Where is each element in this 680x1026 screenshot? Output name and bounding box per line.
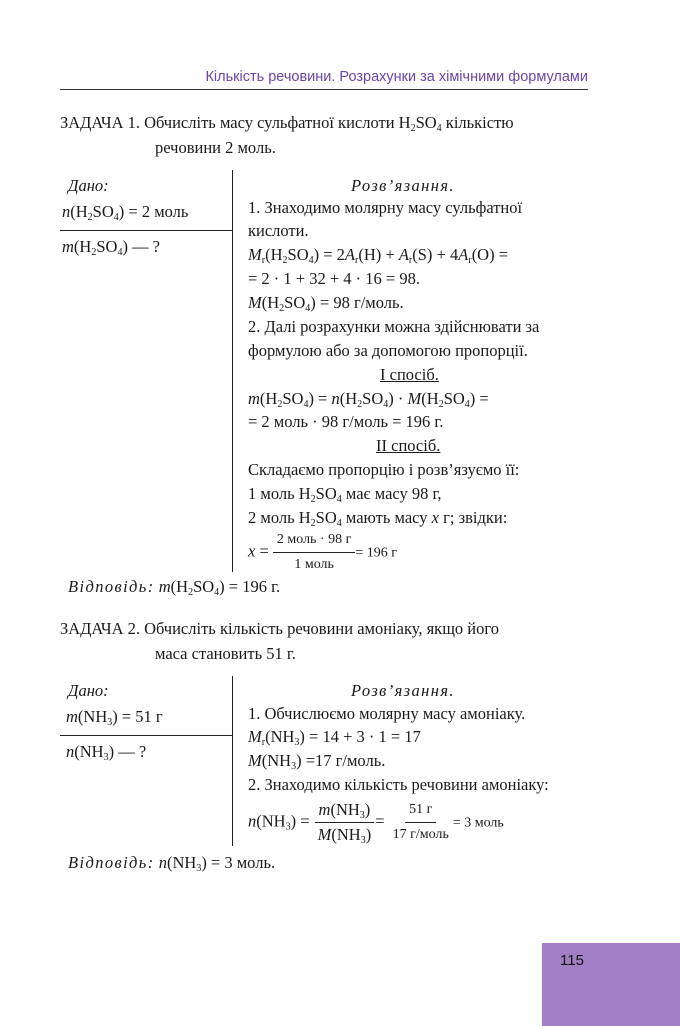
text: n bbox=[154, 853, 167, 872]
sub: 4 bbox=[383, 399, 389, 410]
sub: 4 bbox=[436, 123, 442, 134]
fraction-denominator: 1 моль bbox=[294, 557, 334, 572]
task1-text: Обчисліть масу сульфатної кислоти H bbox=[144, 113, 411, 132]
text: ) = 51 г bbox=[112, 707, 163, 726]
task2-molar-mass bbox=[248, 750, 385, 772]
text: m bbox=[154, 577, 171, 596]
text: n bbox=[66, 742, 75, 761]
task2-find bbox=[66, 741, 146, 763]
task2-label: ЗАДАЧА 2. bbox=[60, 619, 140, 638]
sub: r bbox=[408, 255, 413, 266]
page-number: 115 bbox=[560, 952, 584, 969]
task2-given bbox=[66, 706, 163, 728]
text: M bbox=[407, 389, 422, 408]
text: (H bbox=[261, 293, 280, 312]
text: M bbox=[248, 245, 262, 264]
text: (H bbox=[73, 237, 92, 256]
text: (NH bbox=[74, 742, 104, 761]
text: ) bbox=[364, 800, 371, 819]
task2-divider-vertical bbox=[232, 676, 233, 846]
text: SO bbox=[282, 389, 304, 408]
text: A bbox=[458, 245, 469, 264]
sub: 2 bbox=[310, 494, 316, 505]
task2-fraction-equation bbox=[248, 799, 504, 846]
fraction bbox=[273, 529, 355, 576]
text: г; звідки: bbox=[438, 508, 508, 527]
text: 1 моль H bbox=[248, 484, 311, 503]
text: m bbox=[318, 800, 331, 819]
text: ) = 98 г/моль. bbox=[310, 293, 404, 312]
sub: 2 bbox=[438, 399, 444, 410]
text: (H bbox=[259, 389, 278, 408]
sub: 4 bbox=[308, 255, 314, 266]
sub: 2 bbox=[310, 518, 316, 529]
text: (H bbox=[421, 389, 439, 408]
text: ) = bbox=[290, 811, 310, 831]
text: n bbox=[62, 202, 71, 221]
task2-statement-line1 bbox=[60, 618, 499, 640]
sub: 3 bbox=[360, 835, 366, 846]
sub: 2 bbox=[357, 399, 363, 410]
task1-mr-calc: = 2 · 1 + 32 + 4 · 16 = 98. bbox=[248, 269, 420, 288]
fraction-result: = 196 г bbox=[355, 545, 397, 561]
task1-method2-title: ІІ спосіб. bbox=[376, 436, 441, 455]
text: SO bbox=[415, 113, 437, 132]
sub: 2 bbox=[282, 255, 288, 266]
text: SO bbox=[315, 484, 337, 503]
header-rule bbox=[60, 89, 588, 90]
task1-method1-title: І спосіб. bbox=[380, 365, 439, 384]
sub: 4 bbox=[303, 399, 309, 410]
sub: 3 bbox=[285, 821, 291, 833]
task1-find bbox=[62, 236, 160, 258]
task1-solution-title: Розв’язання. bbox=[351, 176, 455, 195]
text: 2 моль H bbox=[248, 508, 311, 527]
text: x bbox=[248, 541, 256, 561]
text: ) bbox=[365, 825, 372, 844]
text: ) = 14 + 3 · 1 = 17 bbox=[299, 727, 421, 746]
text: (H bbox=[265, 245, 283, 264]
sub: 4 bbox=[336, 518, 342, 529]
sub: 4 bbox=[464, 399, 470, 410]
task1-divider-vertical bbox=[232, 170, 233, 572]
sub: 4 bbox=[113, 212, 119, 223]
text: SO bbox=[284, 293, 306, 312]
text: A bbox=[344, 245, 356, 264]
text: (O) = bbox=[471, 245, 509, 264]
text: мають масу bbox=[341, 508, 432, 527]
text: M bbox=[248, 293, 262, 312]
task1-proportion-intro: Складаємо пропорцію і розв’язуємо її: bbox=[248, 460, 520, 479]
text: (H bbox=[170, 577, 189, 596]
sub: 2 bbox=[277, 399, 283, 410]
fraction-values bbox=[389, 799, 453, 846]
sub: 3 bbox=[103, 752, 109, 763]
sub: 3 bbox=[359, 810, 365, 821]
text: A bbox=[398, 245, 409, 264]
task1-molar-mass bbox=[248, 292, 404, 314]
sub: r bbox=[468, 255, 472, 266]
text: SO bbox=[96, 237, 118, 256]
text: ) = bbox=[308, 389, 332, 408]
sub: 4 bbox=[214, 587, 220, 598]
sub: 2 bbox=[87, 212, 93, 223]
fraction-denominator bbox=[314, 823, 376, 846]
text: ) — ? bbox=[122, 237, 161, 256]
task1-statement-line1 bbox=[60, 112, 514, 134]
task1-divider-horizontal bbox=[60, 230, 232, 231]
task2-step1: 1. Обчислюємо молярну масу амоніаку. bbox=[248, 704, 526, 723]
text: SO bbox=[287, 245, 309, 264]
sub: r bbox=[261, 255, 266, 266]
sub: 3 bbox=[107, 717, 113, 728]
text: ) = 3 моль. bbox=[201, 853, 276, 872]
task2-solution-title: Розв’язання. bbox=[351, 681, 455, 700]
text: SO bbox=[193, 577, 215, 596]
text: M bbox=[248, 727, 262, 746]
text: (NH bbox=[265, 727, 295, 746]
sub: 4 bbox=[117, 247, 123, 258]
text: ) — ? bbox=[108, 742, 147, 761]
text: m bbox=[62, 237, 74, 256]
task1-step1: 1. Знаходимо молярну масу сульфатної bbox=[248, 198, 523, 217]
sub: 3 bbox=[291, 761, 297, 772]
text: ) = 196 г. bbox=[219, 577, 281, 596]
text: SO bbox=[92, 202, 114, 221]
task2-divider-horizontal bbox=[60, 735, 232, 736]
task1-label: ЗАДАЧА 1. bbox=[60, 113, 140, 132]
task1-step2: 2. Далі розрахунки можна здійснювати за bbox=[248, 317, 540, 336]
task2-mr-formula bbox=[248, 726, 421, 748]
text: (NH bbox=[256, 811, 286, 831]
text: ) = 2 моль bbox=[118, 202, 189, 221]
task1-given-title: Дано: bbox=[68, 176, 109, 195]
text: m bbox=[66, 707, 78, 726]
text: (NH bbox=[166, 853, 197, 872]
text: (NH bbox=[261, 751, 292, 770]
text: = bbox=[255, 541, 269, 561]
text: = bbox=[375, 811, 385, 831]
answer-label: Відповідь: bbox=[68, 577, 155, 596]
text: x bbox=[431, 508, 439, 527]
fraction-denominator: 17 г/моль bbox=[392, 827, 449, 842]
task1-method1-formula bbox=[248, 388, 489, 410]
fraction-numerator bbox=[315, 799, 375, 823]
text: (NH bbox=[331, 825, 361, 844]
task2-statement-line2: маса становить 51 г. bbox=[155, 644, 296, 663]
task1-proportion-line1 bbox=[248, 483, 442, 505]
fraction-numerator: 51 г bbox=[405, 799, 436, 823]
text: ) · bbox=[388, 389, 408, 408]
task2-text: Обчисліть кількість речовини амоніаку, якщо його bbox=[144, 619, 499, 638]
sub: 4 bbox=[305, 303, 311, 314]
task1-fraction-equation bbox=[248, 529, 397, 576]
task1-proportion-line2 bbox=[248, 507, 507, 529]
text: має масу 98 г, bbox=[341, 484, 442, 503]
task1-step1b: кислоти. bbox=[248, 221, 309, 240]
running-header: Кількість речовини. Розрахунки за хімічними формулами bbox=[205, 69, 588, 85]
task1-step2b: формулою або за допомогою пропорції. bbox=[248, 341, 528, 360]
text: (H) + bbox=[358, 245, 399, 264]
text: (NH bbox=[330, 800, 360, 819]
sub: 3 bbox=[294, 737, 300, 748]
sub: r bbox=[261, 737, 266, 748]
text: ) =17 г/моль. bbox=[296, 751, 386, 770]
fraction-result: = 3 моль bbox=[452, 815, 504, 831]
task1-method1-calc: = 2 моль · 98 г/моль = 196 г. bbox=[248, 412, 444, 431]
text: M bbox=[248, 751, 262, 770]
task1-mr-formula bbox=[248, 244, 508, 266]
text: M bbox=[317, 825, 332, 844]
fraction-numerator: 2 моль · 98 г bbox=[273, 529, 355, 553]
text: SO bbox=[362, 389, 384, 408]
task2-step2: 2. Знаходимо кількість речовини амоніаку: bbox=[248, 775, 549, 794]
text: (H bbox=[339, 389, 358, 408]
text: ) = bbox=[469, 389, 489, 408]
task1-statement-line2: речовини 2 моль. bbox=[155, 138, 276, 157]
text: n bbox=[248, 811, 257, 831]
sub: 2 bbox=[188, 587, 194, 598]
sub: 2 bbox=[410, 123, 416, 134]
text: SO bbox=[443, 389, 465, 408]
task1-answer bbox=[68, 576, 280, 598]
text: (NH bbox=[77, 707, 108, 726]
text: n bbox=[331, 389, 340, 408]
answer-label: Відповідь: bbox=[68, 853, 155, 872]
fraction-m-over-M bbox=[314, 799, 376, 846]
sub: 2 bbox=[279, 303, 285, 314]
sub: r bbox=[355, 255, 359, 266]
text: (H bbox=[70, 202, 88, 221]
sub: 2 bbox=[91, 247, 97, 258]
text: ) = 2 bbox=[313, 245, 345, 264]
text: кількістю bbox=[441, 113, 514, 132]
text: m bbox=[248, 389, 260, 408]
text: SO bbox=[315, 508, 337, 527]
task1-given bbox=[62, 201, 188, 223]
task2-answer bbox=[68, 852, 275, 874]
task2-given-title: Дано: bbox=[68, 681, 109, 700]
sub: 4 bbox=[336, 494, 342, 505]
text: (S) + 4 bbox=[412, 245, 459, 264]
sub: 3 bbox=[196, 863, 202, 874]
